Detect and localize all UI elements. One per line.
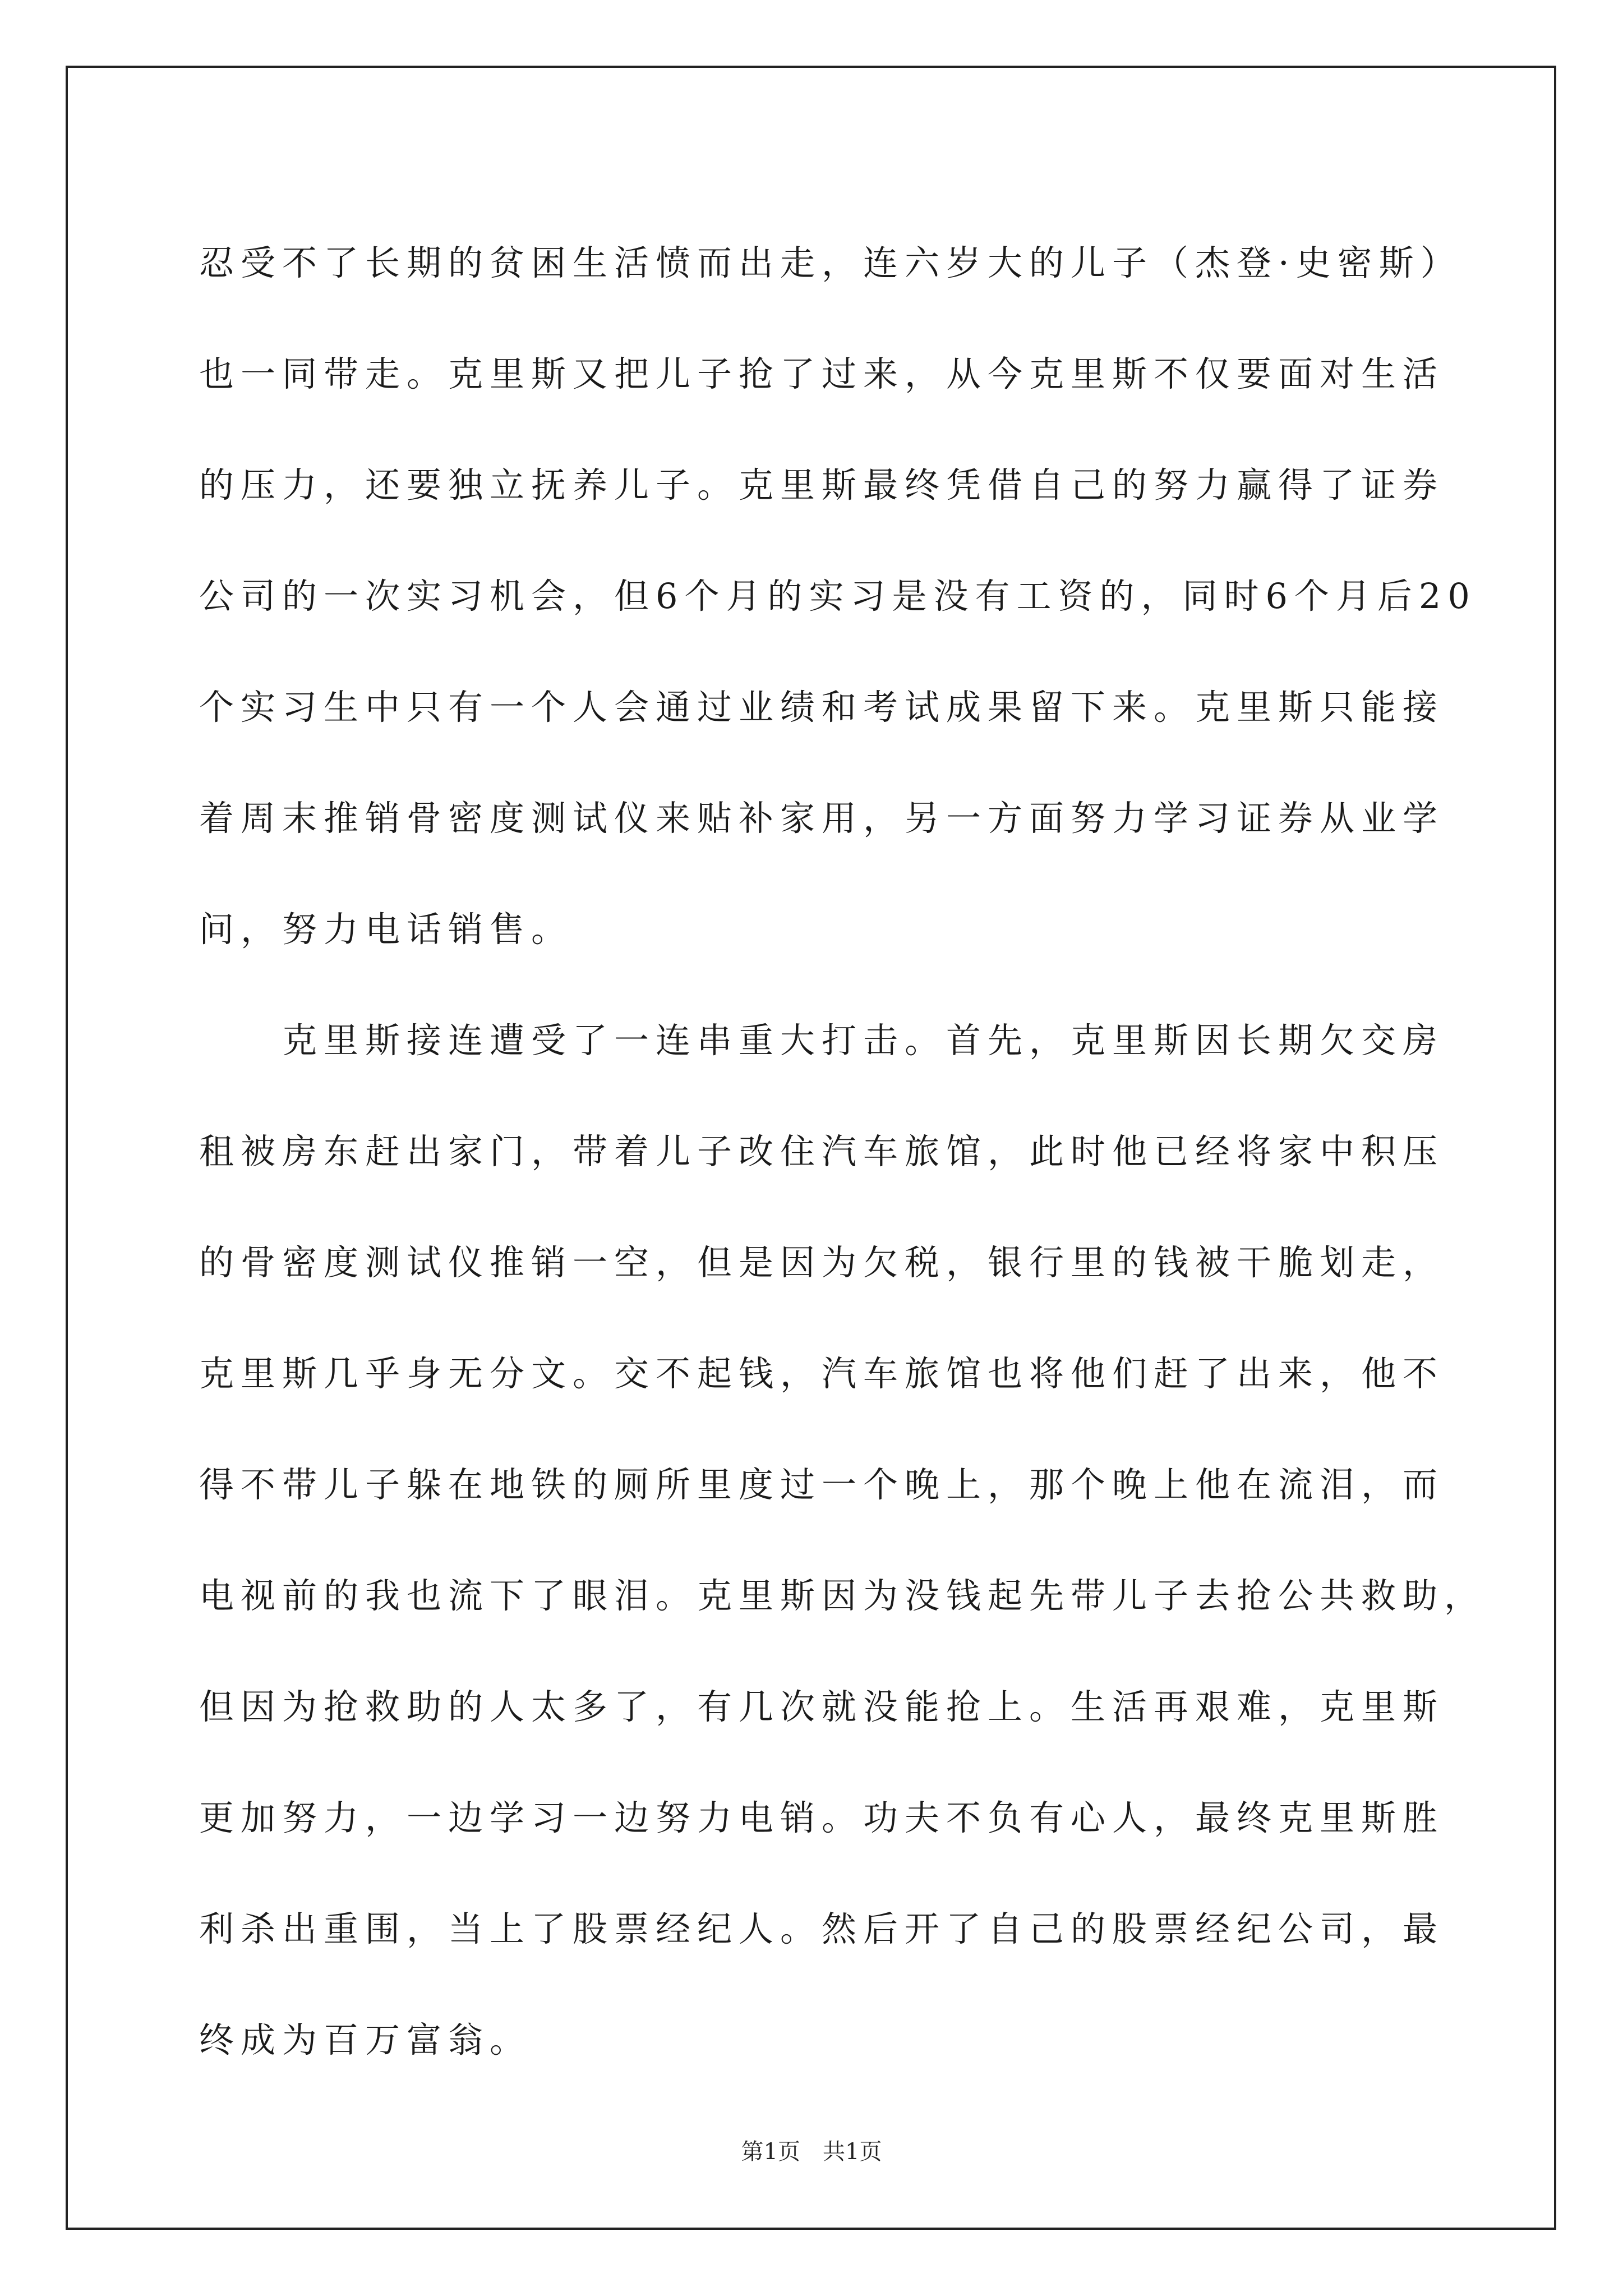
text-line: 公司的一次实习机会，但6个月的实习是没有工资的，同时6个月后20 <box>199 576 1477 616</box>
text-line: 个实习生中只有一个人会通过业绩和考试成果留下来。克里斯只能接 <box>199 687 1445 728</box>
text-line: 忍受不了长期的贫困生活愤而出走，连六岁大的儿子（杰登·史密斯） <box>199 242 1462 283</box>
paragraph-1 <box>199 208 1477 985</box>
text-line: 更加努力，一边学习一边努力电销。功夫不负有心人，最终克里斯胜 <box>199 1797 1445 1838</box>
text-line: 的压力，还要独立抚养儿子。克里斯最终凭借自己的努力赢得了证券 <box>199 464 1445 505</box>
text-line: 但因为抢救助的人太多了，有几次就没能抢上。生活再艰难，克里斯 <box>199 1686 1445 1727</box>
page-footer <box>0 2135 1623 2169</box>
text-line: 的骨密度测试仪推销一空，但是因为欠税，银行里的钱被干脆划走， <box>199 1242 1445 1283</box>
text-line: 租被房东赶出家门，带着儿子改住汽车旅馆，此时他已经将家中积压 <box>199 1131 1445 1172</box>
text-line: 终成为百万富翁。 <box>199 2019 532 2060</box>
text-line: 利杀出重围，当上了股票经纪人。然后开了自己的股票经纪公司，最 <box>199 1908 1445 1949</box>
text-line: 得不带儿子躲在地铁的厕所里度过一个晚上，那个晚上他在流泪，而 <box>199 1464 1445 1505</box>
paragraph-2 <box>199 985 1486 2096</box>
text-line: 也一同带走。克里斯又把儿子抢了过来，从今克里斯不仅要面对生活 <box>199 353 1445 394</box>
text-line: 问，努力电话销售。 <box>199 909 573 950</box>
text-line: 着周末推销骨密度测试仪来贴补家用，另一方面努力学习证券从业学 <box>199 798 1445 839</box>
page-total: 共1页 <box>823 2139 882 2165</box>
document-body <box>199 208 1486 2096</box>
text-line: 克里斯几乎身无分文。交不起钱，汽车旅馆也将他们赶了出来，他不 <box>199 1353 1445 1394</box>
text-line: 电视前的我也流下了眼泪。克里斯因为没钱起先带儿子去抢公共救助， <box>199 1575 1486 1616</box>
page-number: 第1页 <box>741 2139 800 2165</box>
text-line: 克里斯接连遭受了一连串重大打击。首先，克里斯因长期欠交房 <box>282 1020 1445 1061</box>
